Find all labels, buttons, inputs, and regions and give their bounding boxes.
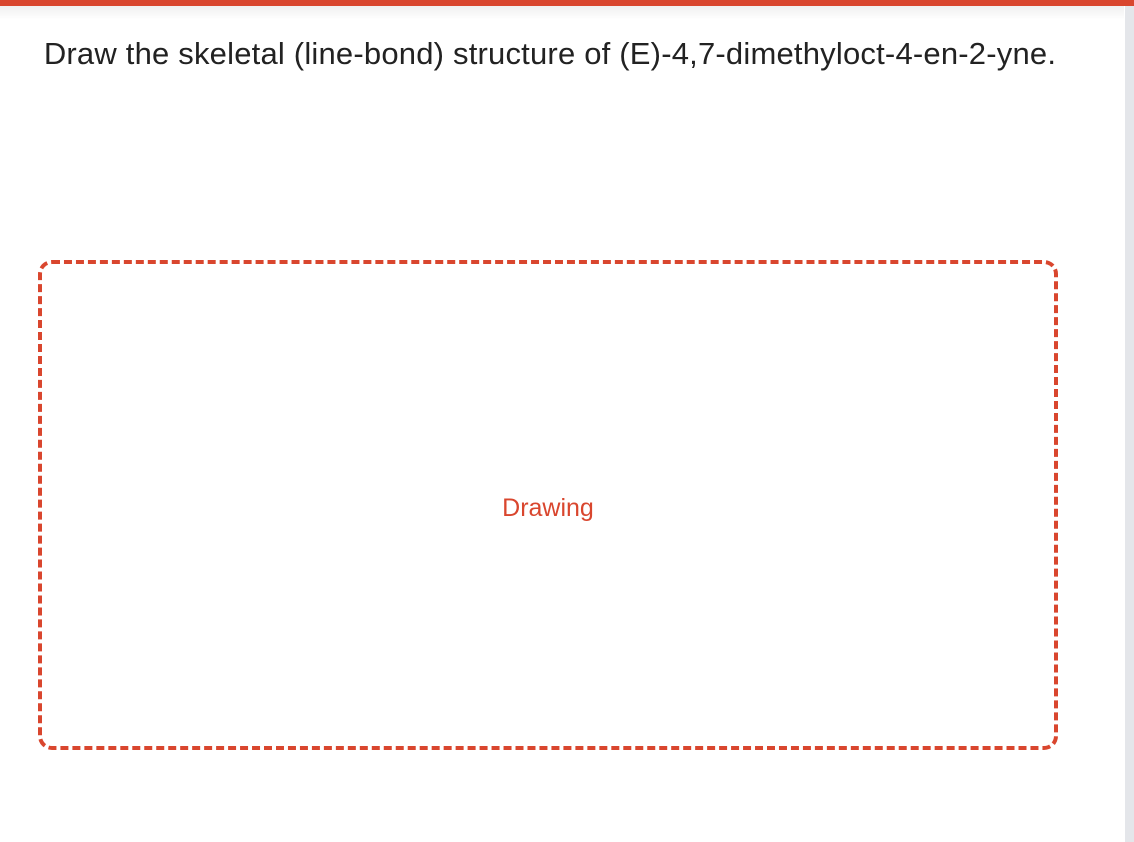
question-prompt: Draw the skeletal (line-bond) structure of (E)-4,7-dimethyloct-4-en-2-yne.: [43, 36, 1057, 71]
drawing-label: Drawing: [502, 494, 594, 522]
header-shadow: [0, 6, 1124, 20]
drawing-area[interactable]: [38, 260, 1058, 750]
scrollbar[interactable]: [1125, 6, 1134, 842]
